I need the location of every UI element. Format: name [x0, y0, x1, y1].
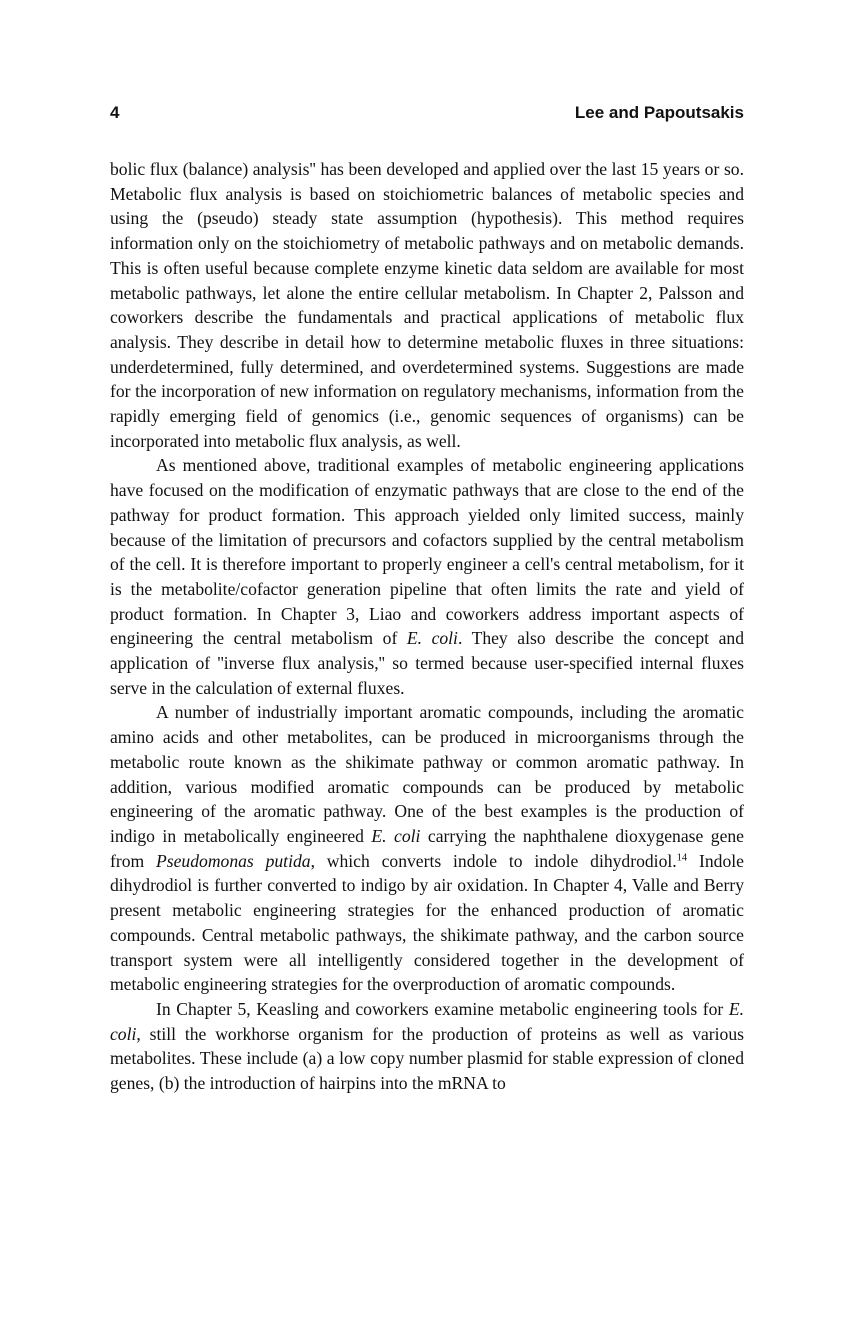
- paragraph-4: [110, 997, 744, 1096]
- text-run: As mentioned above, traditional examples of metabolic engineering applications have focused on the modification of enzymatic pathways that are close to the end of the pathway for product formation. This approach yielded only limited success, mainly because of the limitation of precursors and cofactors supplied by the central metabolism of the cell. It is therefore important to properly engineer a cell's central metabolism, for it is the metabolite/cofactor generation pipeline that often limits the rate and yield of product formation. In Chapter 3, Liao and coworkers address important aspects of engineering the central metabolism of: [110, 455, 744, 649]
- body-text: [110, 157, 744, 1096]
- paragraph-3: [110, 700, 744, 996]
- species-name: E. coli: [110, 998, 744, 1044]
- citation-superscript: 14: [676, 852, 688, 864]
- text-run: bolic flux (balance) analysis'' has been developed and applied over the last 15 years or so. Metabolic flux analysis is based on stoichiometric balances of metabolic species and using the (pseudo) steady state assumption (hypothesis). This method requires information only on the stoichiometry of metabolic pathways and on metabolic demands. This is often useful because complete enzyme kinetic data seldom are available for most metabolic pathways, let alone the entire cellular metabolism. In Chapter 2, Palsson and coworkers describe the fundamentals and practical applications of metabolic flux analysis. They describe in detail how to determine metabolic fluxes in three situations: underdetermined, fully determined, and overdetermined systems. Suggestions are made for the incorporation of new information on regulatory mechanisms, information from the rapidly emerging field of genomics (i.e., genomic sequences of organisms) can be incorporated into metabolic flux analysis, as well.: [110, 159, 744, 451]
- species-name: E. coli: [406, 628, 458, 649]
- text-run: , which converts indole to indole dihydrodiol.: [310, 850, 677, 871]
- page-number: 4: [110, 103, 120, 122]
- species-name: Pseudomonas putida: [156, 850, 311, 871]
- text-run: Indole dihydrodiol is further converted to indigo by air oxidation. In Chapter 4, Valle and Berry present metabolic engineering strategies for the enhanced production of aromatic compounds. Central metabolic pathways, the shikimate pathway, and the carbon source transport system were all intelligently considered together in the development of metabolic engineering strategies for the overproduction of aromatic compounds.: [110, 850, 744, 995]
- text-run: , still the workhorse organism for the production of proteins as well as various metabolites. These include (a) a low copy number plasmid for stable expression of cloned genes, (b) the introduction of hairpins into the mRNA to: [110, 1023, 744, 1094]
- text-run: A number of industrially important aromatic compounds, including the aromatic amino acids and other metabolites, can be produced in microorganisms through the metabolic route known as the shikimate pathway or common aromatic pathway. In addition, various modified aromatic compounds can be produced by metabolic engineering of the aromatic pathway. One of the best examples is the production of indigo in metabolically engineered: [110, 702, 744, 846]
- species-name: E. coli: [371, 825, 421, 846]
- text-run: In Chapter 5, Keasling and coworkers examine metabolic engineering tools for: [156, 998, 729, 1019]
- text-run: carrying the naphthalene dioxygenase gene from: [110, 825, 744, 871]
- running-head: Lee and Papoutsakis: [574, 103, 744, 122]
- paragraph-1: [110, 157, 744, 453]
- page-header: [110, 103, 744, 125]
- text-run: . They also describe the concept and application of ''inverse flux analysis,'' so termed because user-specified internal fluxes serve in the calculation of external fluxes.: [110, 628, 744, 698]
- paragraph-2: [110, 453, 744, 700]
